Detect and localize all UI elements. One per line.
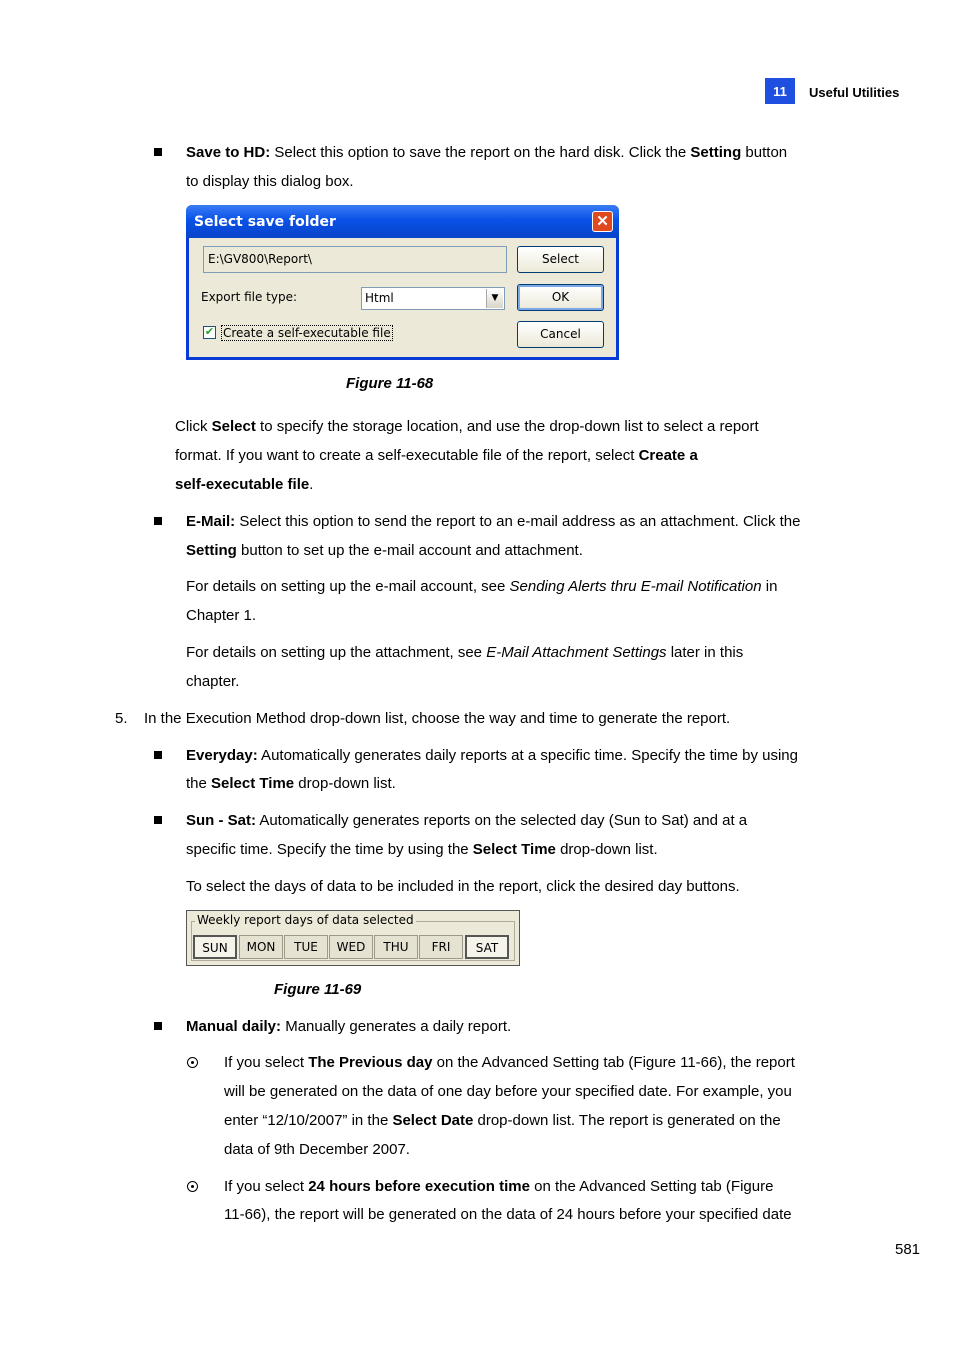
select-button[interactable]: Select bbox=[517, 246, 604, 273]
square-bullet-icon bbox=[154, 751, 162, 759]
chevron-down-icon[interactable]: ▼ bbox=[486, 289, 503, 308]
square-bullet-icon bbox=[154, 816, 162, 824]
square-bullet-icon bbox=[154, 517, 162, 525]
select-save-folder-dialog bbox=[186, 205, 619, 360]
export-file-type-select[interactable] bbox=[361, 287, 505, 310]
prev-day-line4: data of 9th December 2007. bbox=[224, 1141, 410, 1158]
export-file-type-label: Export file type: bbox=[201, 290, 298, 304]
manual-daily-line: Manual daily: Manually generates a daily report. bbox=[186, 1018, 512, 1035]
circle-bullet-icon bbox=[187, 1181, 198, 1192]
email-line2: Setting button to set up the e-mail account and attachment. bbox=[186, 542, 583, 559]
h24-line1: If you select 24 hours before execution time on the Advanced Setting tab (Figure bbox=[224, 1178, 774, 1195]
folder-path-field[interactable]: E:\GV800\Report\ bbox=[203, 246, 507, 273]
weekly-days-legend: Weekly report days of data selected bbox=[197, 913, 414, 927]
day-button-wed[interactable]: WED bbox=[329, 935, 373, 959]
email-line1: E-Mail: Select this option to send the report to an e-mail address as an attachment. Click the bbox=[186, 513, 801, 530]
circle-bullet-icon bbox=[187, 1057, 198, 1068]
everyday-line1: Everyday: Automatically generates daily reports at a specific time. Specify the time by using bbox=[186, 747, 798, 764]
attachment-details-line2: chapter. bbox=[186, 673, 240, 690]
day-button-mon[interactable]: MON bbox=[239, 935, 283, 959]
click-select-line1: Click Select to specify the storage location, and use the drop-down list to select a report bbox=[175, 418, 759, 435]
h24-line2: 11-66), the report will be generated on the data of 24 hours before your specified date bbox=[224, 1206, 792, 1223]
attachment-details-line1: For details on setting up the attachment, see E-Mail Attachment Settings later in this bbox=[186, 644, 744, 661]
step5-text: In the Execution Method drop-down list, choose the way and time to generate the report. bbox=[144, 710, 731, 727]
ok-button[interactable]: OK bbox=[517, 284, 604, 311]
square-bullet-icon bbox=[154, 148, 162, 156]
email-details-line2: Chapter 1. bbox=[186, 607, 257, 624]
self-executable-checkbox[interactable]: ✔ bbox=[204, 326, 215, 338]
weekly-days-panel bbox=[186, 910, 520, 966]
save-hd-line1: Save to HD: Select this option to save the report on the hard disk. Click the Setting button bbox=[186, 144, 788, 161]
figure-caption-69: Figure 11-69 bbox=[274, 981, 362, 998]
day-button-sun[interactable]: SUN bbox=[193, 935, 237, 959]
page-number: 581 bbox=[895, 1241, 921, 1258]
chapter-badge: 11 bbox=[765, 78, 795, 104]
dialog-title-bar[interactable] bbox=[186, 205, 619, 238]
email-details-line1: For details on setting up the e-mail account, see Sending Alerts thru E-mail Notification in bbox=[186, 578, 778, 595]
cancel-button[interactable]: Cancel bbox=[517, 321, 604, 348]
day-button-sat[interactable]: SAT bbox=[465, 935, 509, 959]
dialog-title: Select save folder bbox=[194, 214, 336, 230]
everyday-line2: the Select Time drop-down list. bbox=[186, 775, 396, 792]
day-button-tue[interactable]: TUE bbox=[284, 935, 328, 959]
save-hd-line2: to display this dialog box. bbox=[186, 173, 354, 190]
close-icon[interactable]: ✕ bbox=[592, 211, 613, 232]
day-button-fri[interactable]: FRI bbox=[419, 935, 463, 959]
prev-day-line3: enter “12/10/2007” in the Select Date drop-down list. The report is generated on the bbox=[224, 1112, 781, 1129]
self-executable-label[interactable]: Create a self-executable file bbox=[223, 326, 391, 340]
click-select-line3: self-executable file. bbox=[175, 476, 314, 493]
prev-day-line1: If you select The Previous day on the Advanced Setting tab (Figure 11-66), the report bbox=[224, 1054, 795, 1071]
click-select-line2: format. If you want to create a self-executable file of the report, select Create a bbox=[175, 447, 698, 464]
dialog-body bbox=[189, 238, 616, 357]
chapter-title: Useful Utilities bbox=[809, 85, 900, 100]
prev-day-line2: will be generated on the data of one day before your specified date. For example, you bbox=[224, 1083, 792, 1100]
sunsat-line2: specific time. Specify the time by using the Select Time drop-down list. bbox=[186, 841, 658, 858]
step-number: 5. bbox=[115, 710, 128, 727]
sunsat-days-paragraph: To select the days of data to be included in the report, click the desired day buttons. bbox=[186, 878, 740, 895]
export-file-type-value: Html bbox=[365, 291, 394, 305]
square-bullet-icon bbox=[154, 1022, 162, 1030]
day-button-thu[interactable]: THU bbox=[374, 935, 418, 959]
figure-caption-68: Figure 11-68 bbox=[346, 375, 434, 392]
sunsat-line1: Sun - Sat: Automatically generates reports on the selected day (Sun to Sat) and at a bbox=[186, 812, 748, 829]
